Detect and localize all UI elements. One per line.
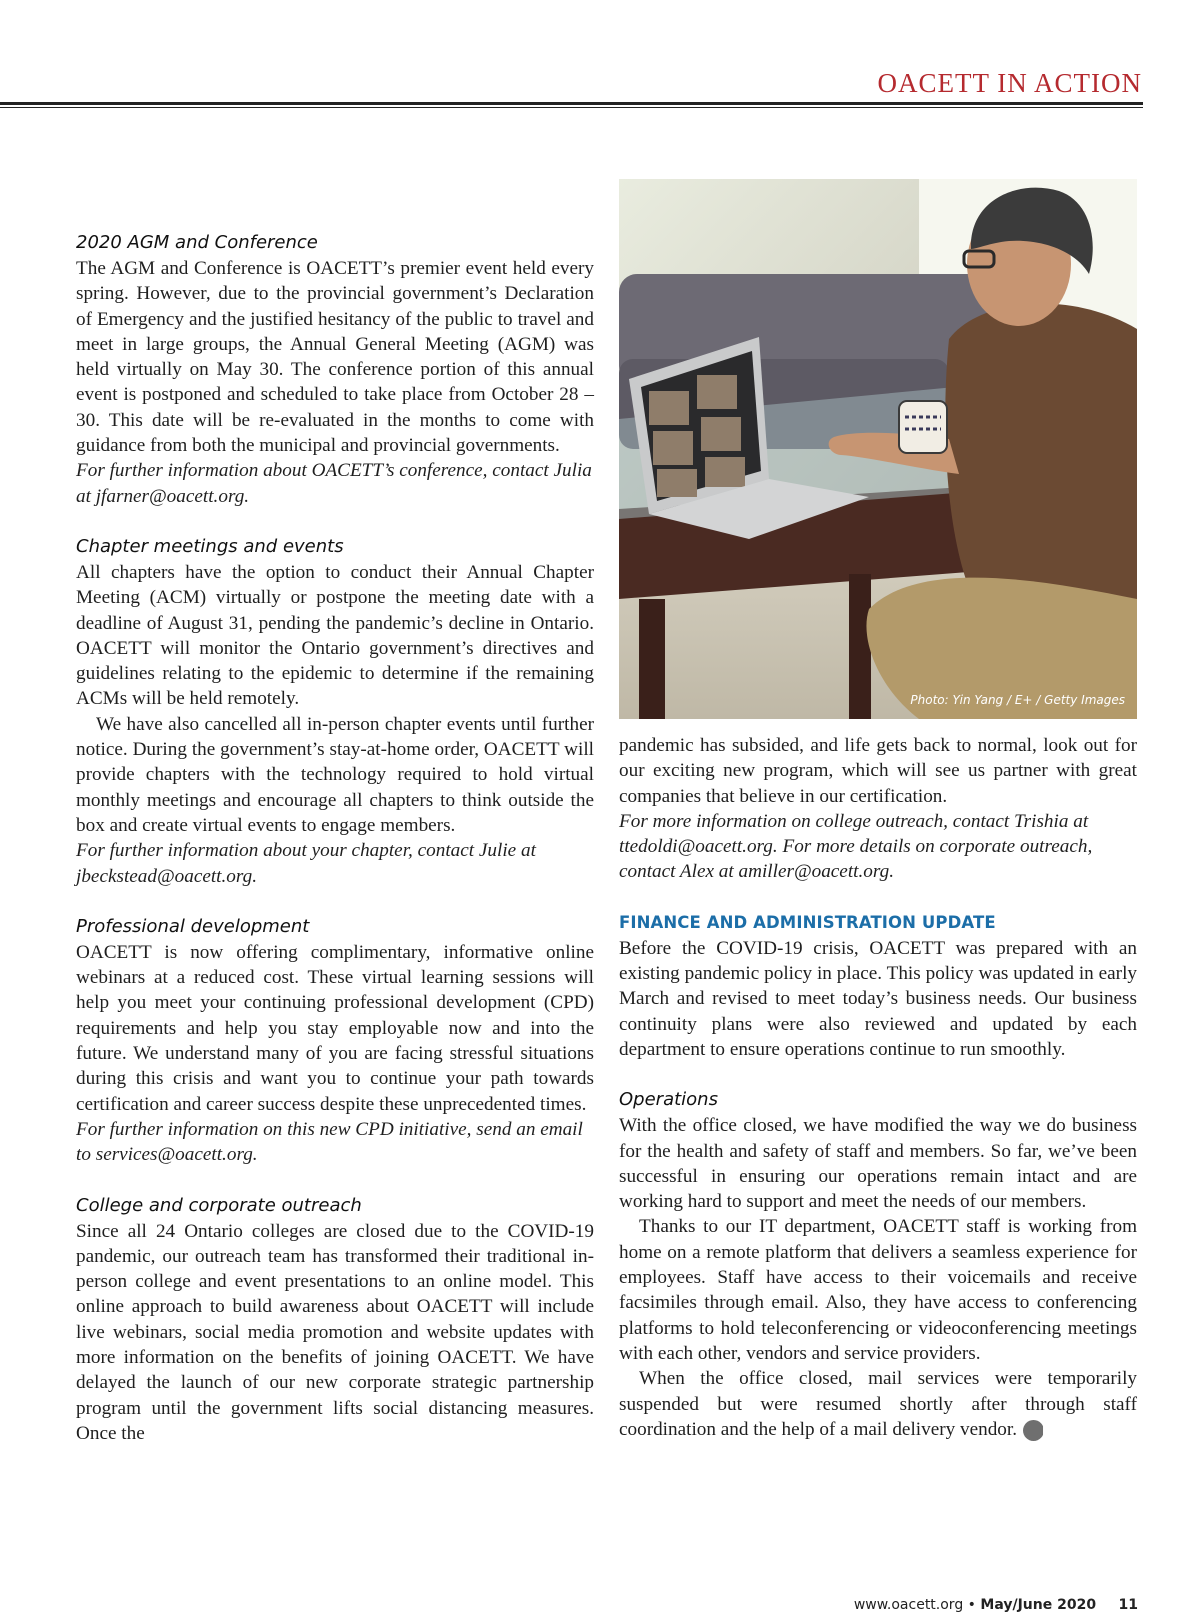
chapters-contact-note: For further information about your chapter, contact Julie at jbeckstead@oacett.org.	[76, 840, 536, 887]
professional-body: OACETT is now offering complimentary, informative online webinars at a reduced cost. These virtual learning sessions will help you meet your continuing professional development (CPD) requirements and help you stay employable now and into the future. We understand many of you are facing stressful situations during this crisis and want you to continue your path towards certification and career success despite these unprecedented times.	[76, 941, 594, 1115]
outreach-contact-note: For more information on college outreach, contact Trishia at ttedoldi@oacett.org. For more details on corporate outreach, contact Alex at amiller@oacett.org.	[619, 810, 1093, 883]
footer-issue: May/June 2020	[980, 1597, 1097, 1613]
footer-website[interactable]: www.oacett.org	[853, 1597, 964, 1613]
operations-body-3-text: When the office closed, mail services were temporarily suspended but were resumed shortly after through staff coordination and the help of a mail delivery vendor.	[619, 1368, 1137, 1440]
operations-body-3	[619, 1366, 1137, 1442]
outreach-body-continued: pandemic has subsided, and life gets back to normal, look out for our exciting new program, which will see us partner with great companies that believe in our certification.	[619, 735, 1137, 807]
outreach-body: Since all 24 Ontario colleges are closed due to the COVID-19 pandemic, our outreach team has transformed their traditional in-person college and event presentations to an online model. This online approach to build awareness about OACETT will include live webinars, social media promotion and website updates with more information on the benefits of joining OACETT. We have delayed the launch of our new corporate strategic partnership program until the government lifts social distancing measures. Once the	[76, 1220, 594, 1444]
header-rule-thin	[0, 107, 1143, 108]
right-column	[619, 733, 1137, 1442]
left-column	[76, 230, 594, 1446]
continue-arrow-icon[interactable]: ▶	[1023, 1420, 1044, 1441]
page-footer	[854, 1597, 1138, 1613]
footer-separator: •	[967, 1597, 976, 1613]
header-rule-thick	[0, 102, 1143, 105]
professional-contact-note: For further information on this new CPD initiative, send an email to services@oacett.org.	[76, 1118, 583, 1166]
chapters-body-2: We have also cancelled all in-person chapter events until further notice. During the government’s stay-at-home order, OACETT will provide chapters with the technology required to hold virtual monthly meetings and encourage all chapters to think outside the box and create virtual events to engage members.	[76, 713, 594, 836]
operations-body-2: Thanks to our IT department, OACETT staff is working from home on a remote platform that delivers a seamless experience for employees. Staff have access to their voicemails and receive facsimiles through email. Also, they have access to conferencing platforms to hold teleconferencing or videoconferencing meetings with each other, vendors and service providers.	[619, 1216, 1137, 1364]
photo-illustration	[619, 179, 1137, 719]
operations-body-1: With the office closed, we have modified the way we do business for the health and safety of staff and members. So far, we’ve been successful in ensuring our operations remain intact and are working hard to support and meet the needs of our members.	[619, 1115, 1137, 1213]
agm-body: The AGM and Conference is OACETT’s premier event held every spring. However, due to the provincial government’s Declaration of Emergency and the justified hesitancy of the public to travel and meet in large groups, the Annual General Meeting (AGM) was held virtually on May 30. The conference portion of this annual event is postponed and scheduled to take place from October 28 – 30. This date will be re-evaluated in the months to come with guidance from both the municipal and provincial governments.	[76, 258, 594, 457]
mug	[899, 401, 947, 453]
section-title: OACETT IN ACTION	[877, 68, 1142, 98]
operations-heading: Operations	[619, 1089, 718, 1111]
finance-heading: FINANCE AND ADMINISTRATION UPDATE	[619, 912, 996, 932]
professional-heading: Professional development	[76, 915, 310, 937]
finance-body: Before the COVID-19 crisis, OACETT was prepared with an existing pandemic policy in place. This policy was updated in early March and revised to meet today’s business needs. Our business continuity plans were also reviewed and updated by each department to ensure operations continue to run smoothly.	[619, 937, 1137, 1060]
article-photo	[619, 179, 1137, 719]
chapters-body-1: All chapters have the option to conduct their Annual Chapter Meeting (ACM) virtually or postpone the meeting date with a deadline of August 31, pending the pandemic’s decline in Ontario. OACETT will monitor the Ontario government’s directives and guidelines relating to the epidemic to determine if the remaining ACMs will be held remotely.	[76, 561, 594, 710]
agm-contact-note: For further information about OACETT’s conference, contact Julia at jfarner@oacett.org.	[76, 460, 592, 507]
photo-credit: Photo: Yin Yang / E+ / Getty Images	[910, 693, 1125, 707]
agm-heading: 2020 AGM and Conference	[76, 232, 318, 253]
page-number: 11	[1118, 1597, 1138, 1613]
chapters-heading: Chapter meetings and events	[76, 535, 344, 557]
outreach-heading: College and corporate outreach	[76, 1194, 362, 1216]
